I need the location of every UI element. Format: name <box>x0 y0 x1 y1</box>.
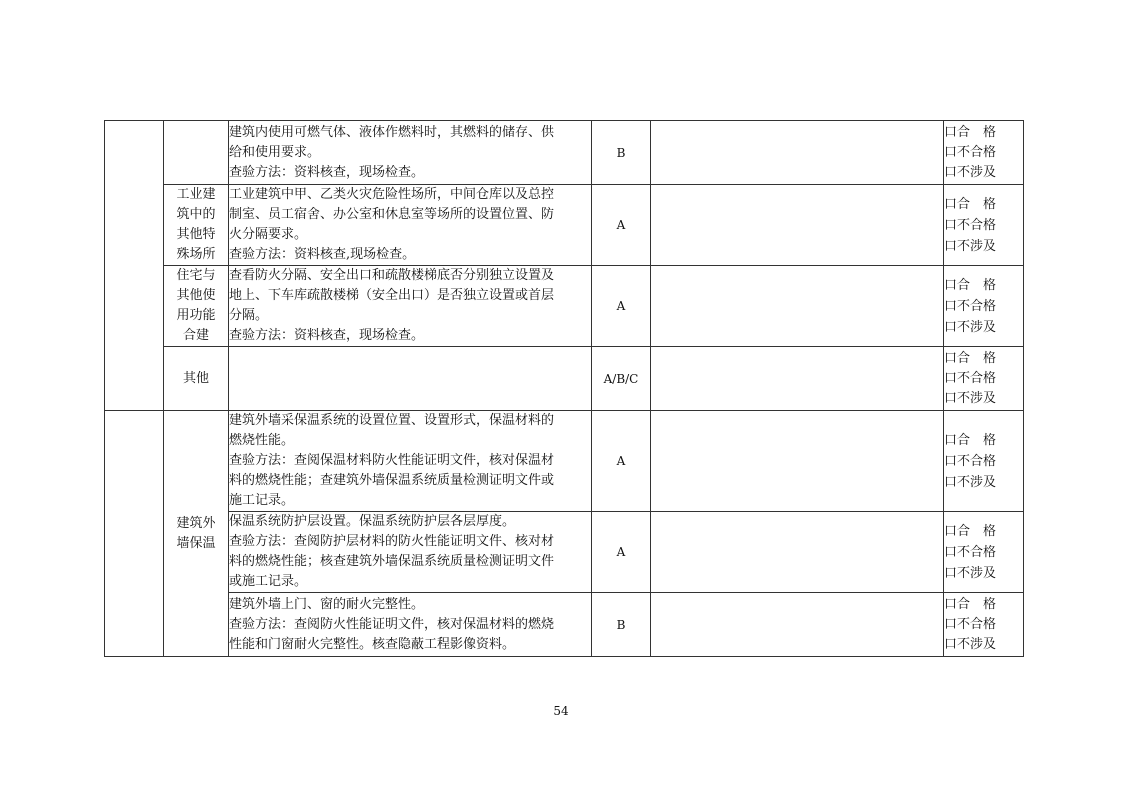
table-row <box>105 347 1024 411</box>
subcategory-line: 殊场所 <box>176 247 216 262</box>
method-line: 或施工记录。 <box>229 574 308 589</box>
subcategory-cell <box>164 411 229 657</box>
result-na-checkbox[interactable]: 口不涉及 <box>944 319 997 335</box>
content-line: 燃烧性能。 <box>229 433 295 448</box>
record-cell <box>651 121 944 185</box>
level-cell: B <box>592 121 651 185</box>
content-cell <box>229 121 592 185</box>
result-cell <box>944 512 1024 593</box>
content-line: 制室、员工宿舍、办公室和休息室等场所的设置位置、防 <box>229 207 555 222</box>
subcategory-line: 其他使 <box>176 288 216 303</box>
method-line: 查验方法：查阅保温材料防火性能证明文件，核对保温材 <box>229 453 555 468</box>
content-line: 火分隔要求。 <box>229 227 308 242</box>
result-cell <box>944 411 1024 512</box>
method-line: 查验方法：查阅防火性能证明文件，核对保温材料的燃烧 <box>229 616 555 632</box>
method-line: 性能和门窗耐火完整性。核查隐蔽工程影像资料。 <box>229 636 516 652</box>
record-cell <box>651 593 944 657</box>
level-cell: B <box>592 593 651 657</box>
result-cell <box>944 347 1024 411</box>
level-cell: A <box>592 411 651 512</box>
record-cell <box>651 266 944 347</box>
result-fail-checkbox[interactable]: 口不合格 <box>944 544 997 560</box>
content-cell <box>229 266 592 347</box>
category-cell <box>105 121 164 411</box>
method-line: 查验方法：资料核查，现场检查。 <box>229 164 425 180</box>
method-line: 查验方法：查阅防护层材料的防火性能证明文件、核对材 <box>229 534 555 549</box>
result-fail-checkbox[interactable]: 口不合格 <box>944 616 997 632</box>
subcategory-line: 合建 <box>182 328 209 343</box>
level-cell: A <box>592 185 651 266</box>
content-cell <box>229 411 592 512</box>
table-row <box>105 121 1024 185</box>
result-na-checkbox[interactable]: 口不涉及 <box>944 636 997 652</box>
result-pass-checkbox[interactable]: 口合 格 <box>944 277 997 293</box>
record-cell <box>651 185 944 266</box>
result-fail-checkbox[interactable]: 口不合格 <box>944 217 997 233</box>
result-na-checkbox[interactable]: 口不涉及 <box>944 238 997 254</box>
subcategory-line: 建筑外 <box>176 515 216 531</box>
result-pass-checkbox[interactable]: 口合 格 <box>944 350 997 366</box>
method-line: 施工记录。 <box>229 493 295 508</box>
subcategory-cell <box>164 185 229 266</box>
result-pass-checkbox[interactable]: 口合 格 <box>944 196 997 212</box>
method-line: 查验方法：资料核查,现场检查。 <box>229 247 416 262</box>
result-pass-checkbox[interactable]: 口合 格 <box>944 124 997 140</box>
result-na-checkbox[interactable]: 口不涉及 <box>944 474 997 490</box>
result-fail-checkbox[interactable]: 口不合格 <box>944 453 997 469</box>
content-cell <box>229 512 592 593</box>
content-line: 地上、下车库疏散楼梯（安全出口）是否独立设置或首层 <box>229 288 555 303</box>
table-row <box>105 411 1024 512</box>
table-row <box>105 593 1024 657</box>
result-fail-checkbox[interactable]: 口不合格 <box>944 298 997 314</box>
content-cell <box>229 185 592 266</box>
subcategory-cell <box>164 121 229 185</box>
result-cell <box>944 185 1024 266</box>
table-row <box>105 185 1024 266</box>
record-cell <box>651 347 944 411</box>
method-line: 查验方法：资料核查，现场检查。 <box>229 328 425 343</box>
result-cell <box>944 121 1024 185</box>
content-line: 工业建筑中甲、乙类火灾危险性场所，中间仓库以及总控 <box>229 187 555 202</box>
level-cell: A/B/C <box>592 347 651 411</box>
result-na-checkbox[interactable]: 口不涉及 <box>944 164 997 180</box>
result-pass-checkbox[interactable]: 口合 格 <box>944 432 997 448</box>
inspection-table <box>104 120 1024 657</box>
content-line: 查看防火分隔、安全出口和疏散楼梯底否分别独立设置及 <box>229 268 555 283</box>
method-line: 料的燃烧性能；查建筑外墙保温系统质量检测证明文件或 <box>229 473 555 488</box>
subcategory-line: 筑中的 <box>176 207 216 222</box>
result-na-checkbox[interactable]: 口不涉及 <box>944 390 997 406</box>
content-line: 建筑内使用可燃气体、液体作燃料时，其燃料的储存、供 <box>229 124 555 140</box>
page-number: 54 <box>553 704 569 718</box>
content-cell <box>229 347 592 411</box>
result-cell <box>944 266 1024 347</box>
category-cell <box>105 411 164 657</box>
subcategory-line: 墙保温 <box>176 535 216 551</box>
result-na-checkbox[interactable]: 口不涉及 <box>944 565 997 581</box>
subcategory-cell <box>164 266 229 347</box>
content-line: 保温系统防护层设置。保温系统防护层各层厚度。 <box>229 514 516 529</box>
subcategory-line: 工业建 <box>176 187 216 202</box>
content-line: 建筑外墙采保温系统的设置位置、设置形式，保温材料的 <box>229 413 555 428</box>
content-line: 分隔。 <box>229 308 269 323</box>
content-cell <box>229 593 592 657</box>
content-line: 给和使用要求。 <box>229 144 321 160</box>
record-cell <box>651 512 944 593</box>
subcategory-line: 用功能 <box>176 308 216 323</box>
method-line: 料的燃烧性能；核查建筑外墙保温系统质量检测证明文件 <box>229 554 555 569</box>
subcategory-line: 其他特 <box>176 227 216 242</box>
result-pass-checkbox[interactable]: 口合 格 <box>944 596 997 612</box>
result-fail-checkbox[interactable]: 口不合格 <box>944 370 997 386</box>
table-row <box>105 266 1024 347</box>
result-cell <box>944 593 1024 657</box>
table-row <box>105 512 1024 593</box>
result-fail-checkbox[interactable]: 口不合格 <box>944 144 997 160</box>
level-cell: A <box>592 266 651 347</box>
level-cell: A <box>592 512 651 593</box>
subcategory-cell: 其他 <box>164 347 229 411</box>
subcategory-line: 住宅与 <box>176 268 216 283</box>
content-line: 建筑外墙上门、窗的耐火完整性。 <box>229 596 425 612</box>
record-cell <box>651 411 944 512</box>
result-pass-checkbox[interactable]: 口合 格 <box>944 523 997 539</box>
